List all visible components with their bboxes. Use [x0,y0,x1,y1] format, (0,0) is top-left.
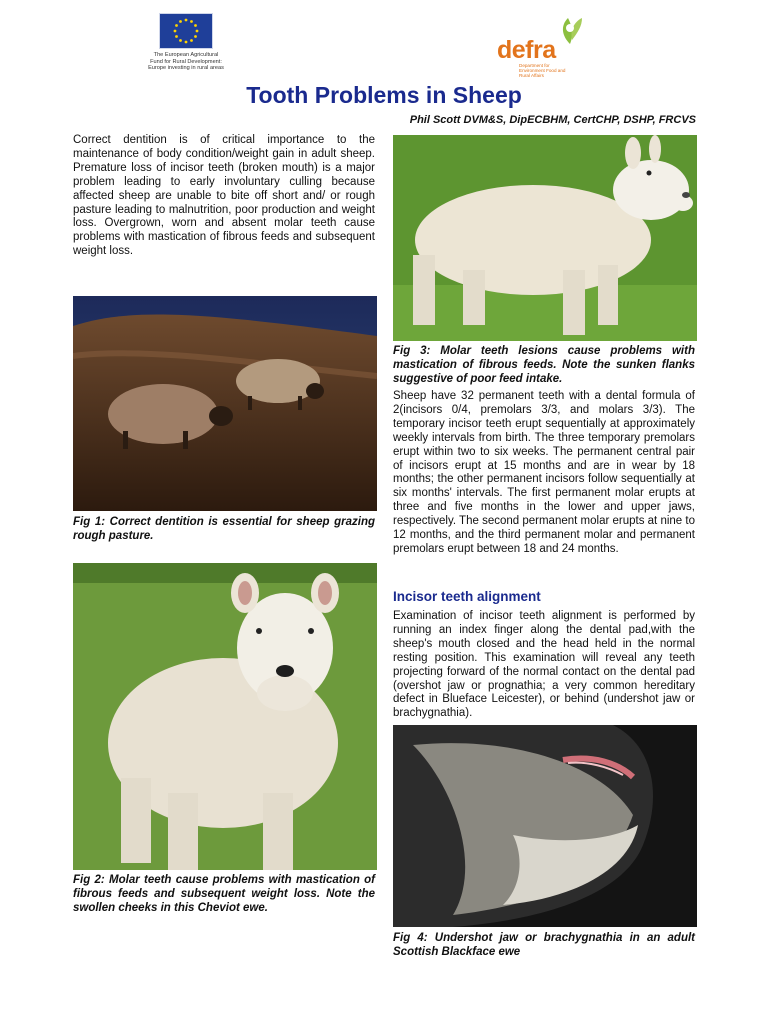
fig2-photo [73,563,377,870]
intro-paragraph: Correct dentition is of critical importance to the maintenance of body condition/weight gain in adult sheep. Premature loss of incisor teeth (broken mouth) is a major problem leading to early involuntary culling because affected sheep are unable to bite off short and/ or rough pasture leading to malnutrition, poor production and weight loss. Overgrown, worn and absent molar teeth cause problems with mastication of fibrous feeds and subsequent weight loss. [73,134,375,258]
defra-leaf-icon [556,14,584,48]
page-title: Tooth Problems in Sheep [246,82,522,108]
eu-logo-caption: The European Agricultural Fund for Rural Development: Europe investing in rural areas [148,52,224,71]
fig2-caption: Fig 2: Molar teeth cause problems with mastication of fibrous feeds and subsequent weight loss. Note the swollen cheeks in this Cheviot ewe. [73,874,375,914]
fig3-caption: Fig 3: Molar teeth lesions cause problems with mastication of fibrous feeds. Note the sunken flanks suggestive of poor feed intake. [393,345,695,385]
alignment-paragraph: Examination of incisor teeth alignment is performed by running an index finger along the dental pad,with the sheep's mouth closed and the head held in the normal resting position. This examination will reveal any teeth projecting forward of the normal contact on the dental pad (overshot jaw or prognathia; a very common hereditary defect in Blueface Leicester), or behind (undershot jaw or brachygnathia). [393,610,695,720]
dentition-paragraph: Sheep have 32 permanent teeth with a dental formula of 2(incisors 0/4, premolars 3/3, and molars 3/3). The temporary incisor teeth erupt sequentially at approximately weekly intervals from birth. The three temporary premolars erupt within two to six weeks. The permanent central pair of incisors erupt at 15 months and are in wear by 18 months; the other permanent incisors follow sequentially at six months' intervals. The first permanent molar erupts at three and five months in the lower and upper jaws, respectively. The second permanent molar erupts at nine to 12 months, and the third permanent molar and permanent premolars erupt between 18 and 24 months. [393,390,695,555]
fig4-caption: Fig 4: Undershot jaw or brachygnathia in an adult Scottish Blackface ewe [393,932,695,958]
defra-tagline: Department for Environment Food and Rural Affairs [519,63,566,78]
fig1-photo [73,296,377,511]
defra-logo-text: defra [497,36,556,64]
fig4-photo [393,725,697,927]
eu-flag-logo [159,13,213,49]
section-heading-incisor-alignment: Incisor teeth alignment [393,589,541,604]
fig1-caption: Fig 1: Correct dentition is essential for sheep grazing rough pasture. [73,516,375,542]
fig3-photo [393,135,697,341]
author-line: Phil Scott DVM&S, DipECBHM, CertCHP, DSHP, FRCVS [409,114,696,126]
